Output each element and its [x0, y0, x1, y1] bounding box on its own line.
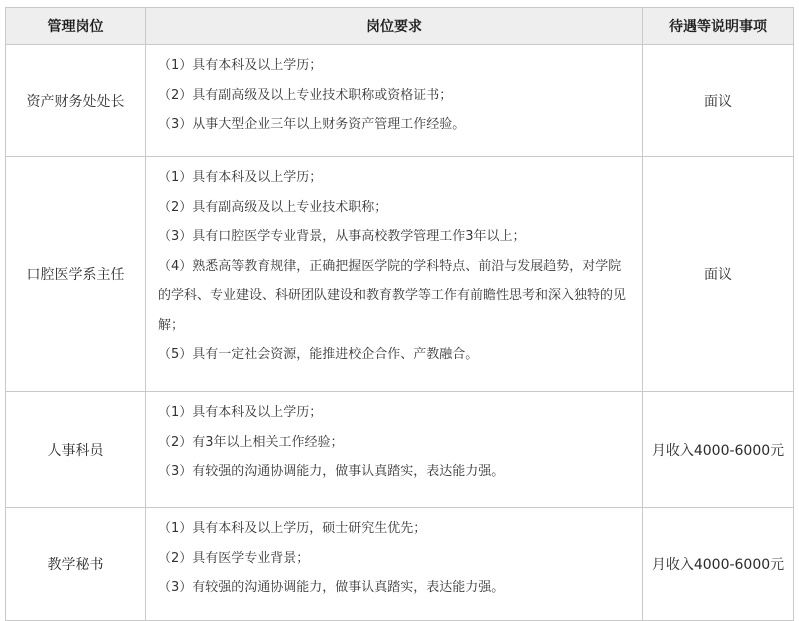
- pay-info: 面议: [643, 157, 794, 392]
- requirement-item: （5）具有一定社会资源，能推进校企合作、产教融合。: [158, 347, 479, 362]
- post-name: 口腔医学系主任: [6, 157, 146, 392]
- pay-info: 月收入4000-6000元: [643, 392, 794, 508]
- requirements-cell: [146, 45, 643, 157]
- requirement-item: （3）有较强的沟通协调能力，做事认真踏实，表达能力强。: [158, 464, 505, 479]
- requirements-cell: [146, 392, 643, 508]
- requirement-item: （2）有3年以上相关工作经验；: [158, 434, 344, 450]
- requirement-item: （1）具有本科及以上学历，硕士研究生优先；: [158, 521, 427, 536]
- requirement-item: （2）具有副高级及以上专业技术职称或资格证书；: [158, 87, 453, 103]
- table-row: [6, 508, 794, 621]
- requirement-item: （1）具有本科及以上学历；: [158, 405, 323, 420]
- header-requirements: 岗位要求: [146, 8, 643, 45]
- recruitment-table: [5, 7, 794, 621]
- pay-info: 面议: [643, 45, 794, 157]
- requirement-item: （3）有较强的沟通协调能力，做事认真踏实，表达能力强。: [158, 580, 505, 595]
- requirement-item: （2）具有医学专业背景；: [158, 550, 310, 566]
- requirement-item: （1）具有本科及以上学历；: [158, 170, 323, 185]
- requirements-cell: [146, 508, 643, 621]
- post-name: 人事科员: [6, 392, 146, 508]
- table-row: [6, 45, 794, 157]
- requirements-cell: [146, 157, 643, 392]
- header-pay: 待遇等说明事项: [643, 8, 794, 45]
- requirement-item: （4）熟悉高等教育规律，正确把握医学院的学科特点、前沿与发展趋势，对学院的学科、专业建设、科研团队建设和教育教学等工作有前瞻性思考和深入独特的见解；: [158, 258, 627, 333]
- requirement-item: （2）具有副高级及以上专业技术职称；: [158, 199, 388, 215]
- table-row: [6, 392, 794, 508]
- header-post: 管理岗位: [6, 8, 146, 45]
- requirement-item: （3）具有口腔医学专业背景，从事高校教学管理工作3年以上；: [158, 229, 526, 244]
- pay-info: 月收入4000-6000元: [643, 508, 794, 621]
- requirement-item: （3）从事大型企业三年以上财务资产管理工作经验。: [158, 117, 466, 132]
- post-name: 教学秘书: [6, 508, 146, 621]
- requirement-item: （1）具有本科及以上学历；: [158, 58, 323, 73]
- table-header-row: [6, 8, 794, 45]
- post-name: 资产财务处处长: [6, 45, 146, 157]
- table-row: [6, 157, 794, 392]
